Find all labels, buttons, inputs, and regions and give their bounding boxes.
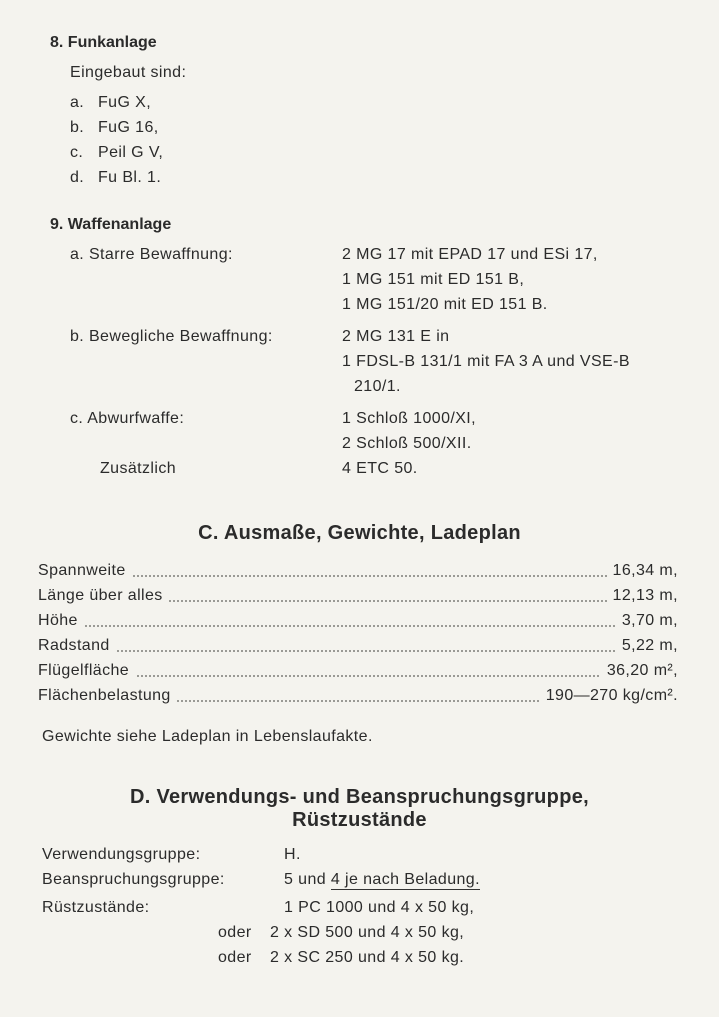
list-item xyxy=(70,119,159,137)
list-item xyxy=(70,94,152,112)
dimension-value: 3,70 m, xyxy=(616,612,678,630)
armament-fixed-line: 2 MG 17 mit EPAD 17 und ESi 17, xyxy=(342,246,598,263)
equipment-states-label: Rüstzustände: xyxy=(42,899,150,916)
section-d-title: D. Verwendungs- und Beanspruchungsgruppe, xyxy=(130,786,589,808)
load-group-value-underlined: 4 je nach Beladung. xyxy=(330,871,480,888)
armament-drop-line: 2 Schloß 500/XII. xyxy=(342,435,472,452)
dimension-row xyxy=(38,662,678,684)
armament-extra-label: Zusätzlich xyxy=(100,460,177,477)
load-group-label: Beanspruchungsgruppe: xyxy=(42,871,225,888)
dot-leader xyxy=(38,625,678,627)
equipment-state-prefix: oder xyxy=(218,924,252,941)
armament-movable-line: 210/1. xyxy=(354,378,401,395)
equipment-state-line: 2 x SC 250 und 4 x 50 kg. xyxy=(270,949,465,966)
dimension-label: Länge über alles xyxy=(38,587,169,605)
dimension-value: 12,13 m, xyxy=(607,587,678,605)
list-text: Fu Bl. 1. xyxy=(98,169,162,186)
list-text: Peil G V, xyxy=(98,144,164,161)
section-8-intro: Eingebaut sind: xyxy=(70,64,187,81)
armament-movable-line: 2 MG 131 E in xyxy=(342,328,450,345)
usage-group-value: H. xyxy=(284,846,301,863)
armament-fixed-line: 1 MG 151 mit ED 151 B, xyxy=(342,271,525,288)
dimension-row xyxy=(38,587,678,609)
armament-movable-line: 1 FDSL-B 131/1 mit FA 3 A und VSE-B xyxy=(342,353,630,370)
dimension-label: Höhe xyxy=(38,612,84,630)
list-marker: d. xyxy=(70,169,85,186)
dimension-row xyxy=(38,687,678,709)
armament-extra-value: 4 ETC 50. xyxy=(342,460,418,477)
armament-movable-label: b. Bewegliche Bewaffnung: xyxy=(70,328,273,345)
usage-group-label: Verwendungsgruppe: xyxy=(42,846,201,863)
dot-leader xyxy=(38,575,678,577)
weights-note: Gewichte siehe Ladeplan in Lebenslaufakte. xyxy=(42,728,373,745)
list-item xyxy=(70,144,164,162)
armament-fixed-label: a. Starre Bewaffnung: xyxy=(70,246,233,263)
armament-drop-label: c. Abwurfwaffe: xyxy=(70,410,185,427)
dimension-label: Radstand xyxy=(38,637,116,655)
list-text: FuG X, xyxy=(98,94,152,111)
section-8-title: 8. Funkanlage xyxy=(50,34,157,51)
armament-drop-line: 1 Schloß 1000/XI, xyxy=(342,410,476,427)
list-marker: c. xyxy=(70,144,84,161)
dot-leader xyxy=(38,650,678,652)
dimension-label: Flächenbelastung xyxy=(38,687,177,705)
equipment-state-line: 1 PC 1000 und 4 x 50 kg, xyxy=(284,899,475,916)
dimension-value: 36,20 m², xyxy=(601,662,678,680)
dimension-value: 190—270 kg/cm². xyxy=(540,687,678,705)
dimension-row xyxy=(38,562,678,584)
list-marker: b. xyxy=(70,119,85,136)
dimension-row xyxy=(38,612,678,634)
list-item xyxy=(70,169,162,187)
equipment-state-prefix: oder xyxy=(218,949,252,966)
section-d-subtitle: Rüstzustände xyxy=(292,809,427,831)
armament-fixed-line: 1 MG 151/20 mit ED 151 B. xyxy=(342,296,548,313)
dimension-label: Flügelfläche xyxy=(38,662,135,680)
list-marker: a. xyxy=(70,94,85,111)
dimension-row xyxy=(38,637,678,659)
load-group-value xyxy=(284,871,480,889)
dimension-value: 5,22 m, xyxy=(616,637,678,655)
section-9-title: 9. Waffenanlage xyxy=(50,216,172,233)
dimension-label: Spannweite xyxy=(38,562,132,580)
load-group-value-a: 5 und xyxy=(284,871,331,888)
equipment-state-line: 2 x SD 500 und 4 x 50 kg, xyxy=(270,924,465,941)
section-c-title: C. Ausmaße, Gewichte, Ladeplan xyxy=(198,522,521,544)
list-text: FuG 16, xyxy=(98,119,159,136)
dimension-value: 16,34 m, xyxy=(607,562,678,580)
